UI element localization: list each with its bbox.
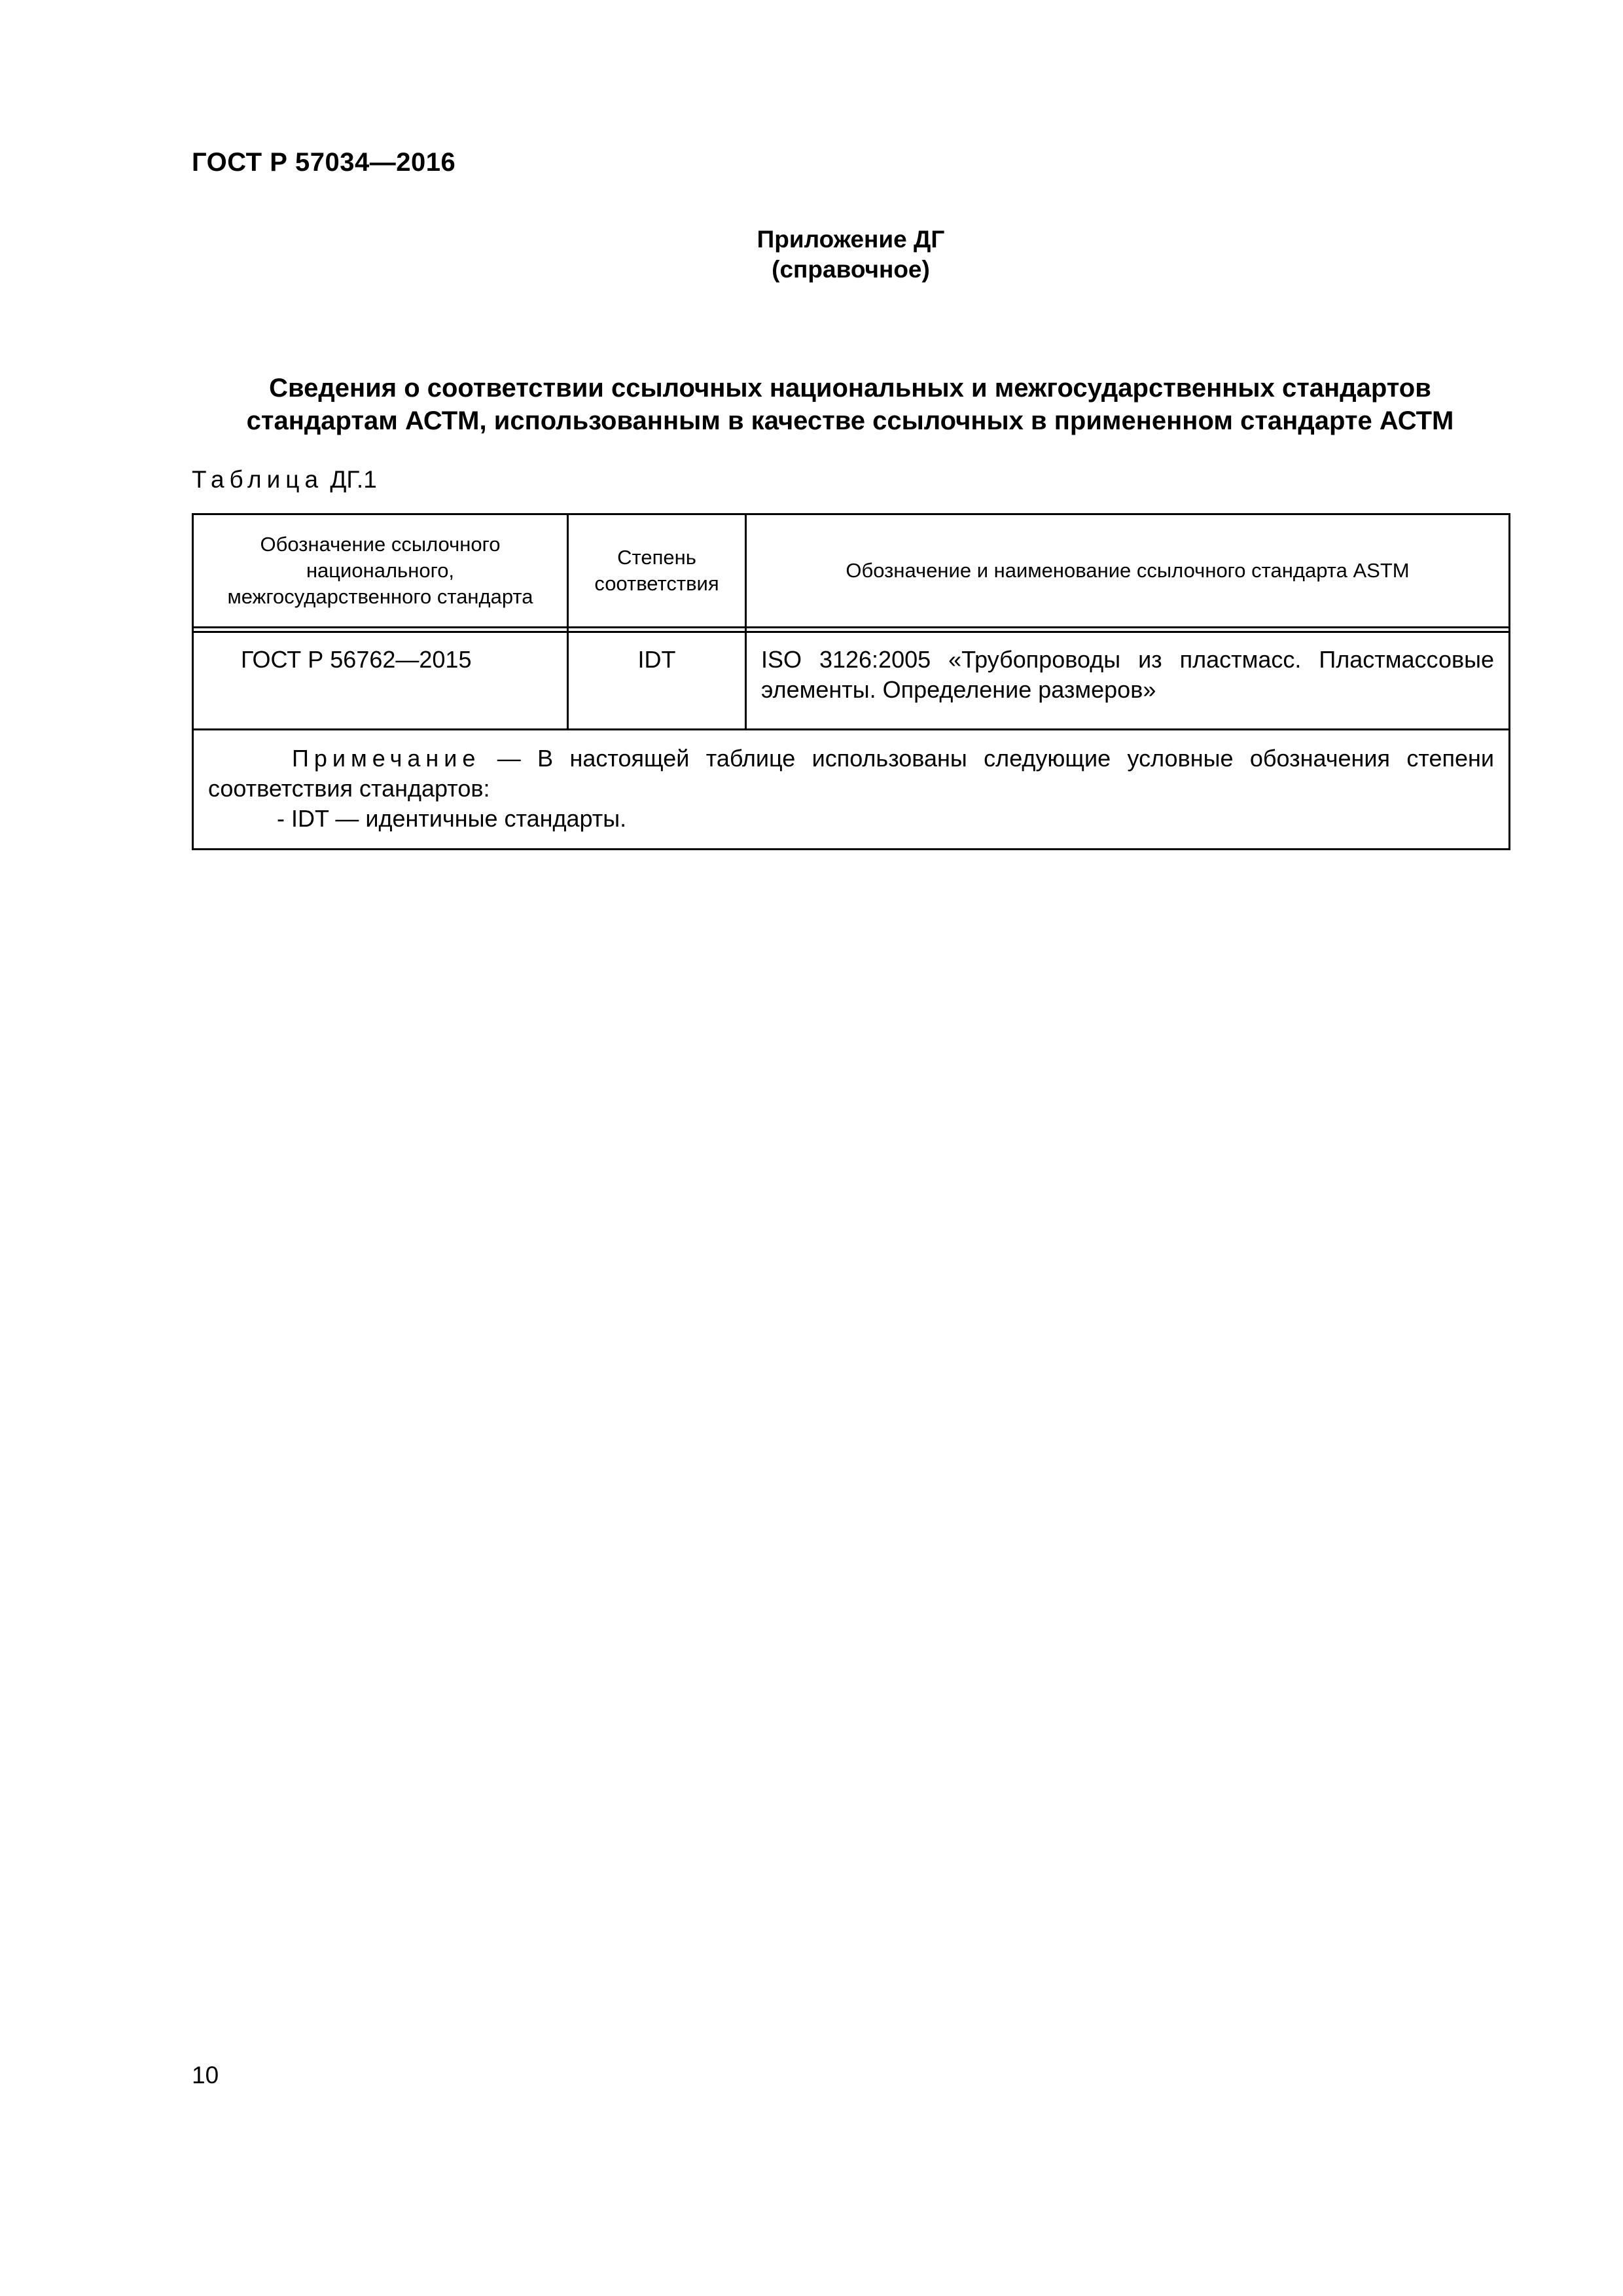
note-line-3: - IDT — идентичные стандарты.	[277, 805, 627, 832]
header-separator	[193, 628, 1510, 632]
table-caption	[192, 466, 377, 493]
table-caption-number: ДГ.1	[330, 466, 377, 493]
column-header-astm-standard: Обозначение и наименование ссылочного стандарта ASTM	[746, 514, 1510, 628]
note-label: Примечание	[292, 745, 481, 772]
cell-degree: IDT	[568, 632, 746, 730]
table-note-row	[193, 730, 1510, 850]
column-header-degree: Степень соответствия	[568, 514, 746, 628]
appendix-type: (справочное)	[772, 256, 930, 283]
document-title	[192, 372, 1508, 437]
cell-astm-standard: ISO 3126:2005 «Трубопроводы из пластмасс. Пластмассовые элементы. Определение размеров»	[746, 632, 1510, 730]
table-header-row	[193, 514, 1510, 628]
table-row	[193, 632, 1510, 730]
appendix-heading	[713, 224, 988, 285]
document-title-line-2: стандартам АСТМ, использованным в качестве ссылочных в примененном стандарте АСТМ	[246, 406, 1454, 435]
table-note	[193, 730, 1510, 850]
standard-code: ГОСТ Р 57034—2016	[192, 148, 456, 177]
reference-standards-table	[192, 513, 1510, 850]
cell-national-standard: ГОСТ Р 56762—2015	[193, 632, 568, 730]
note-line-1	[208, 744, 1494, 774]
page-number: 10	[192, 2062, 219, 2089]
table-caption-word: Таблица	[192, 466, 324, 493]
note-line-1-text: — В настоящей таблице использованы следующие условные обозначения степени	[497, 745, 1494, 772]
column-header-national-standard: Обозначение ссылочного национального, межгосударственного стандарта	[193, 514, 568, 628]
document-title-line-1: Сведения о соответствии ссылочных национальных и межгосударственных стандартов	[269, 374, 1431, 403]
appendix-label: Приложение ДГ	[757, 226, 945, 253]
note-line-2: соответствия стандартов:	[208, 775, 490, 802]
